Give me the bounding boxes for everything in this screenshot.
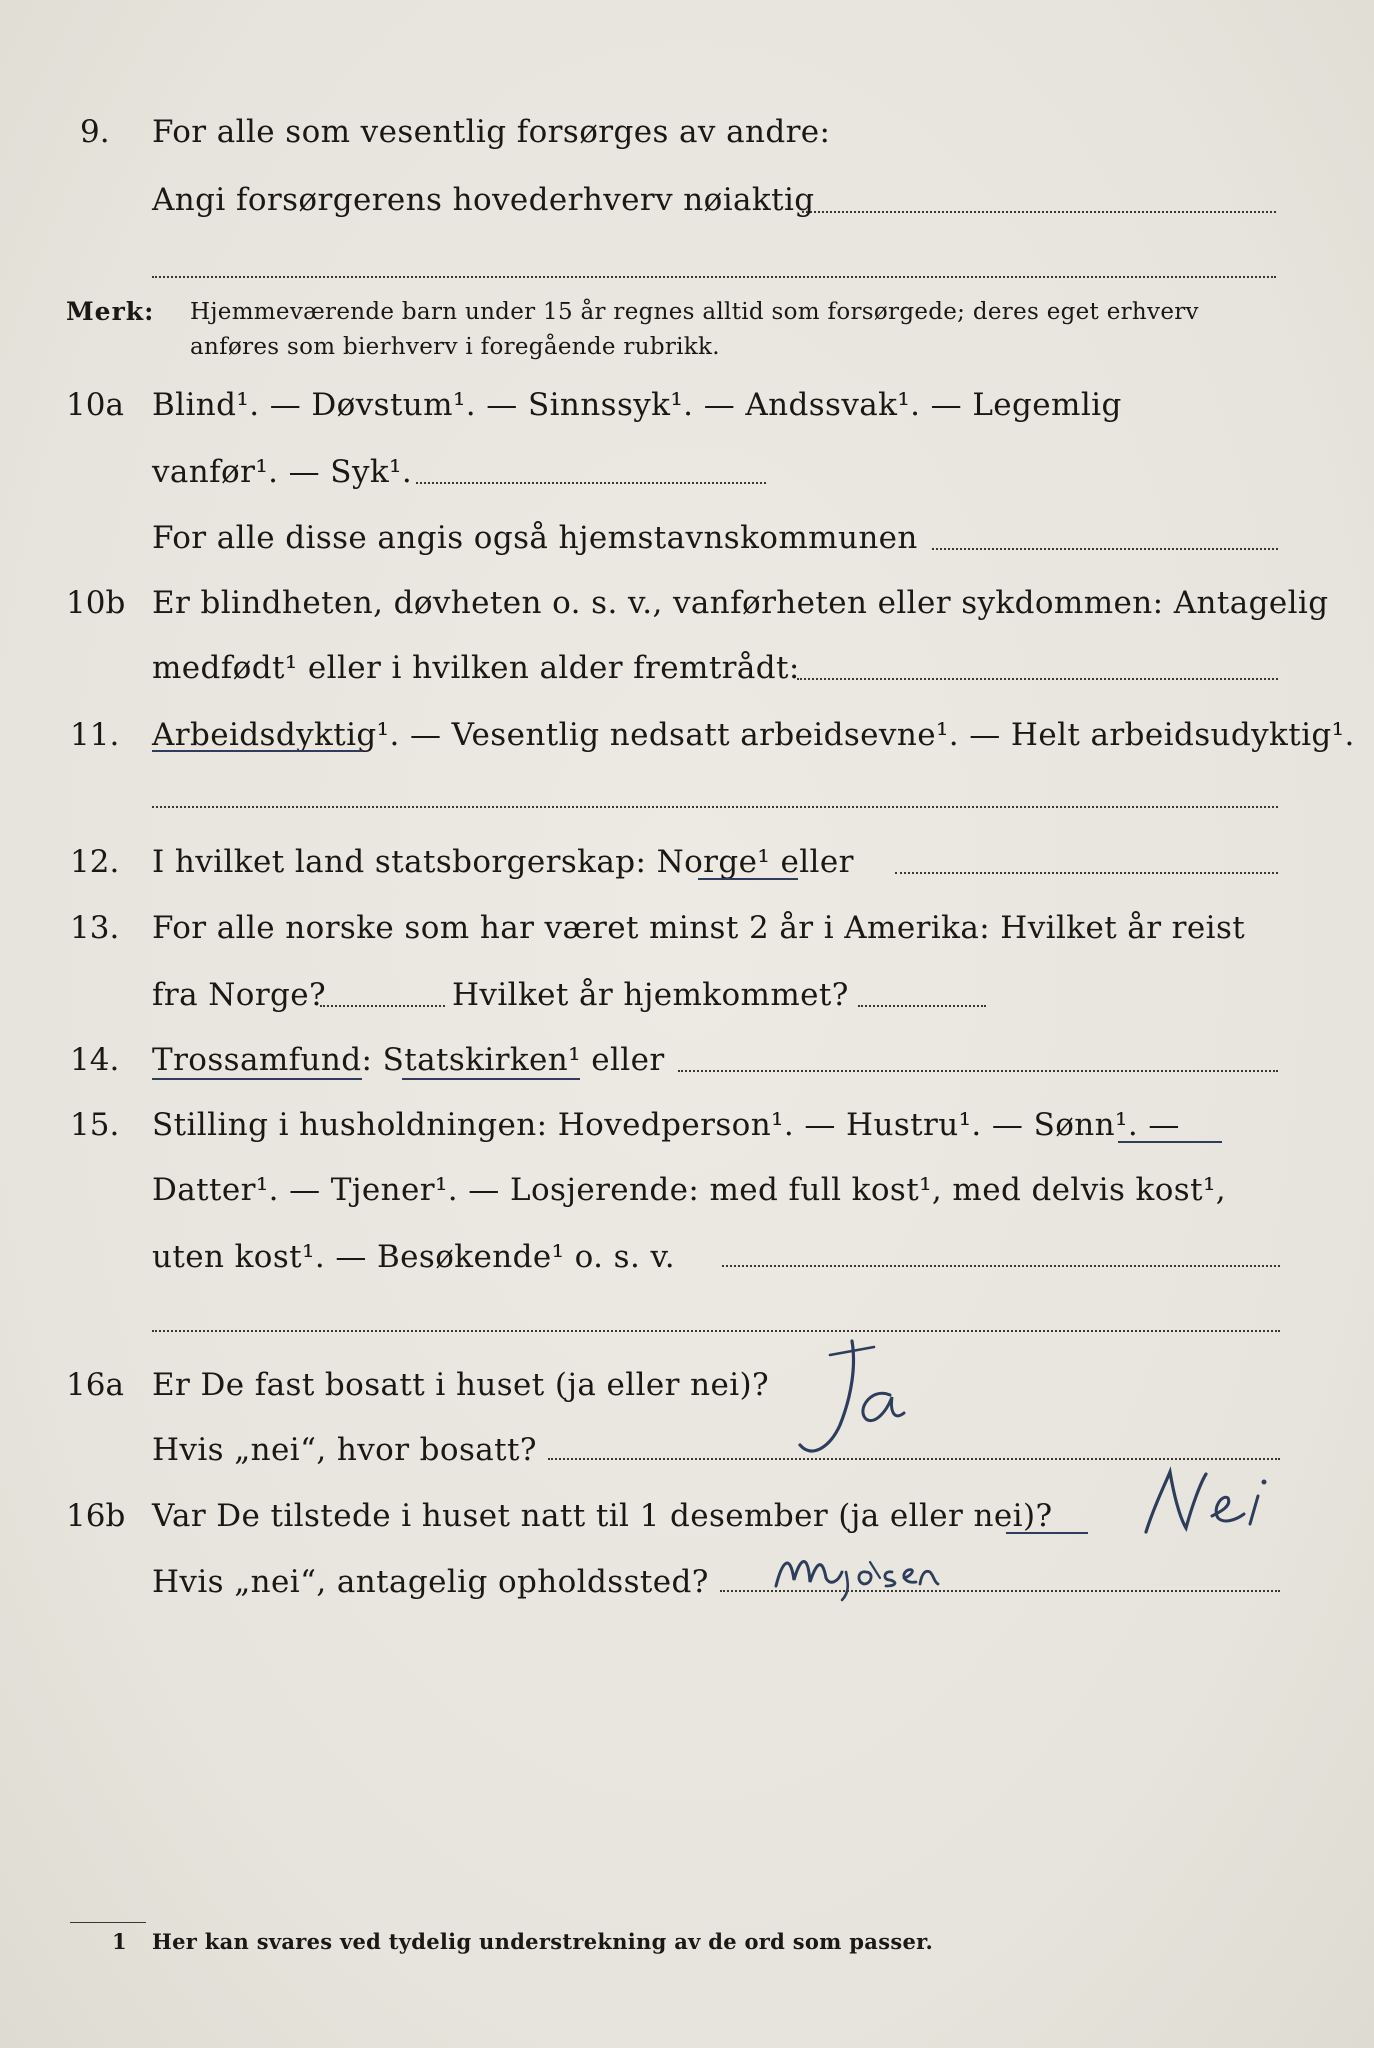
q16a-line1: Er De fast bosatt i huset (ja eller nei)? bbox=[152, 1367, 770, 1403]
q16b-line2: Hvis „nei“, antagelig opholdssted? bbox=[152, 1564, 709, 1600]
q14-underline-trossamfund bbox=[152, 1078, 362, 1080]
q14-number: 14. bbox=[70, 1042, 120, 1078]
q11-answer-line[interactable] bbox=[152, 806, 1278, 808]
q10b-line1: Er blindheten, døvheten o. s. v., vanførheten eller sykdommen: Antagelig bbox=[152, 585, 1329, 621]
q11-handwritten-underline bbox=[152, 750, 362, 752]
q10a-line2: vanfør¹. — Syk¹. bbox=[152, 454, 413, 490]
merk-label: Merk: bbox=[66, 297, 155, 326]
q10a-line3: For alle disse angis også hjemstavnskommunen bbox=[152, 520, 918, 556]
q15-line2: Datter¹. — Tjener¹. — Losjerende: med full kost¹, med delvis kost¹, bbox=[152, 1172, 1227, 1208]
footnote-text: Her kan svares ved tydelig understrekning av de ord som passer. bbox=[152, 1929, 934, 1954]
q13-number: 13. bbox=[70, 910, 120, 946]
q9-line2: Angi forsørgerens hovederhverv nøiaktig bbox=[152, 182, 815, 218]
q9-answer-line[interactable] bbox=[802, 211, 1276, 213]
q9-number: 9. bbox=[80, 114, 110, 150]
q13-departure-year-line[interactable] bbox=[320, 1005, 445, 1007]
q16b-handwritten-underline bbox=[1006, 1532, 1088, 1534]
q14-answer-line[interactable] bbox=[678, 1070, 1278, 1072]
q15-line1: Stilling i husholdningen: Hovedperson¹. — Hustru¹. — Sønn¹. — bbox=[152, 1107, 1180, 1143]
footnote-rule bbox=[70, 1922, 146, 1923]
q15-answer-line-2[interactable] bbox=[152, 1330, 1280, 1332]
merk-line1: Hjemmeværende barn under 15 år regnes alltid som forsørgede; deres eget erhverv bbox=[190, 299, 1199, 325]
q12-answer-line[interactable] bbox=[895, 872, 1278, 874]
q16a-residence-line[interactable] bbox=[548, 1458, 1280, 1460]
q14-underline-statskirken bbox=[402, 1078, 580, 1080]
q16a-line2: Hvis „nei“, hvor bosatt? bbox=[152, 1432, 537, 1468]
q10a-number: 10a bbox=[66, 387, 124, 423]
q14-line1: Trossamfund: Statskirken¹ eller bbox=[152, 1042, 665, 1078]
q10a-municipality-line[interactable] bbox=[932, 548, 1278, 550]
q10b-number: 10b bbox=[66, 585, 126, 621]
q9-line1: For alle som vesentlig forsørges av andre: bbox=[152, 114, 831, 150]
q16b-number: 16b bbox=[66, 1498, 126, 1534]
q15-answer-line[interactable] bbox=[722, 1265, 1280, 1267]
q13-line1: For alle norske som har været minst 2 år i Amerika: Hvilket år reist bbox=[152, 910, 1246, 946]
q11-number: 11. bbox=[70, 717, 120, 753]
merk-line2: anføres som bierhverv i foregående rubrikk. bbox=[190, 334, 720, 360]
q13-return-year-line[interactable] bbox=[858, 1005, 986, 1007]
q13-line2b: Hvilket år hjemkommet? bbox=[452, 977, 849, 1013]
q15-line3: uten kost¹. — Besøkende¹ o. s. v. bbox=[152, 1239, 675, 1275]
q16b-handwritten-answer-mjosen bbox=[770, 1542, 970, 1602]
q16b-location-line[interactable] bbox=[720, 1590, 1280, 1592]
q16b-line1: Var De tilstede i huset natt til 1 desember (ja eller nei)? bbox=[152, 1498, 1053, 1534]
q10a-line1: Blind¹. — Døvstum¹. — Sinnssyk¹. — Andssvak¹. — Legemlig bbox=[152, 387, 1122, 423]
q15-number: 15. bbox=[70, 1107, 120, 1143]
q12-number: 12. bbox=[70, 844, 120, 880]
q10b-answer-line[interactable] bbox=[797, 678, 1278, 680]
q10b-line2: medfødt¹ eller i hvilken alder fremtrådt: bbox=[152, 650, 800, 686]
footnote-mark: 1 bbox=[112, 1929, 127, 1954]
q16a-handwritten-answer-ja bbox=[790, 1335, 930, 1475]
q15-handwritten-underline bbox=[1118, 1141, 1222, 1143]
q13-line2a: fra Norge? bbox=[152, 977, 327, 1013]
q10a-answer-line[interactable] bbox=[416, 482, 766, 484]
q16a-number: 16a bbox=[66, 1367, 124, 1403]
q16b-handwritten-answer-nei bbox=[1140, 1466, 1290, 1546]
q9-answer-line-2[interactable] bbox=[152, 276, 1276, 278]
q11-line1: Arbeidsdyktig¹. — Vesentlig nedsatt arbeidsevne¹. — Helt arbeidsudyktig¹. bbox=[152, 717, 1355, 753]
q12-handwritten-underline bbox=[698, 878, 798, 880]
q12-line1: I hvilket land statsborgerskap: Norge¹ eller bbox=[152, 844, 854, 880]
